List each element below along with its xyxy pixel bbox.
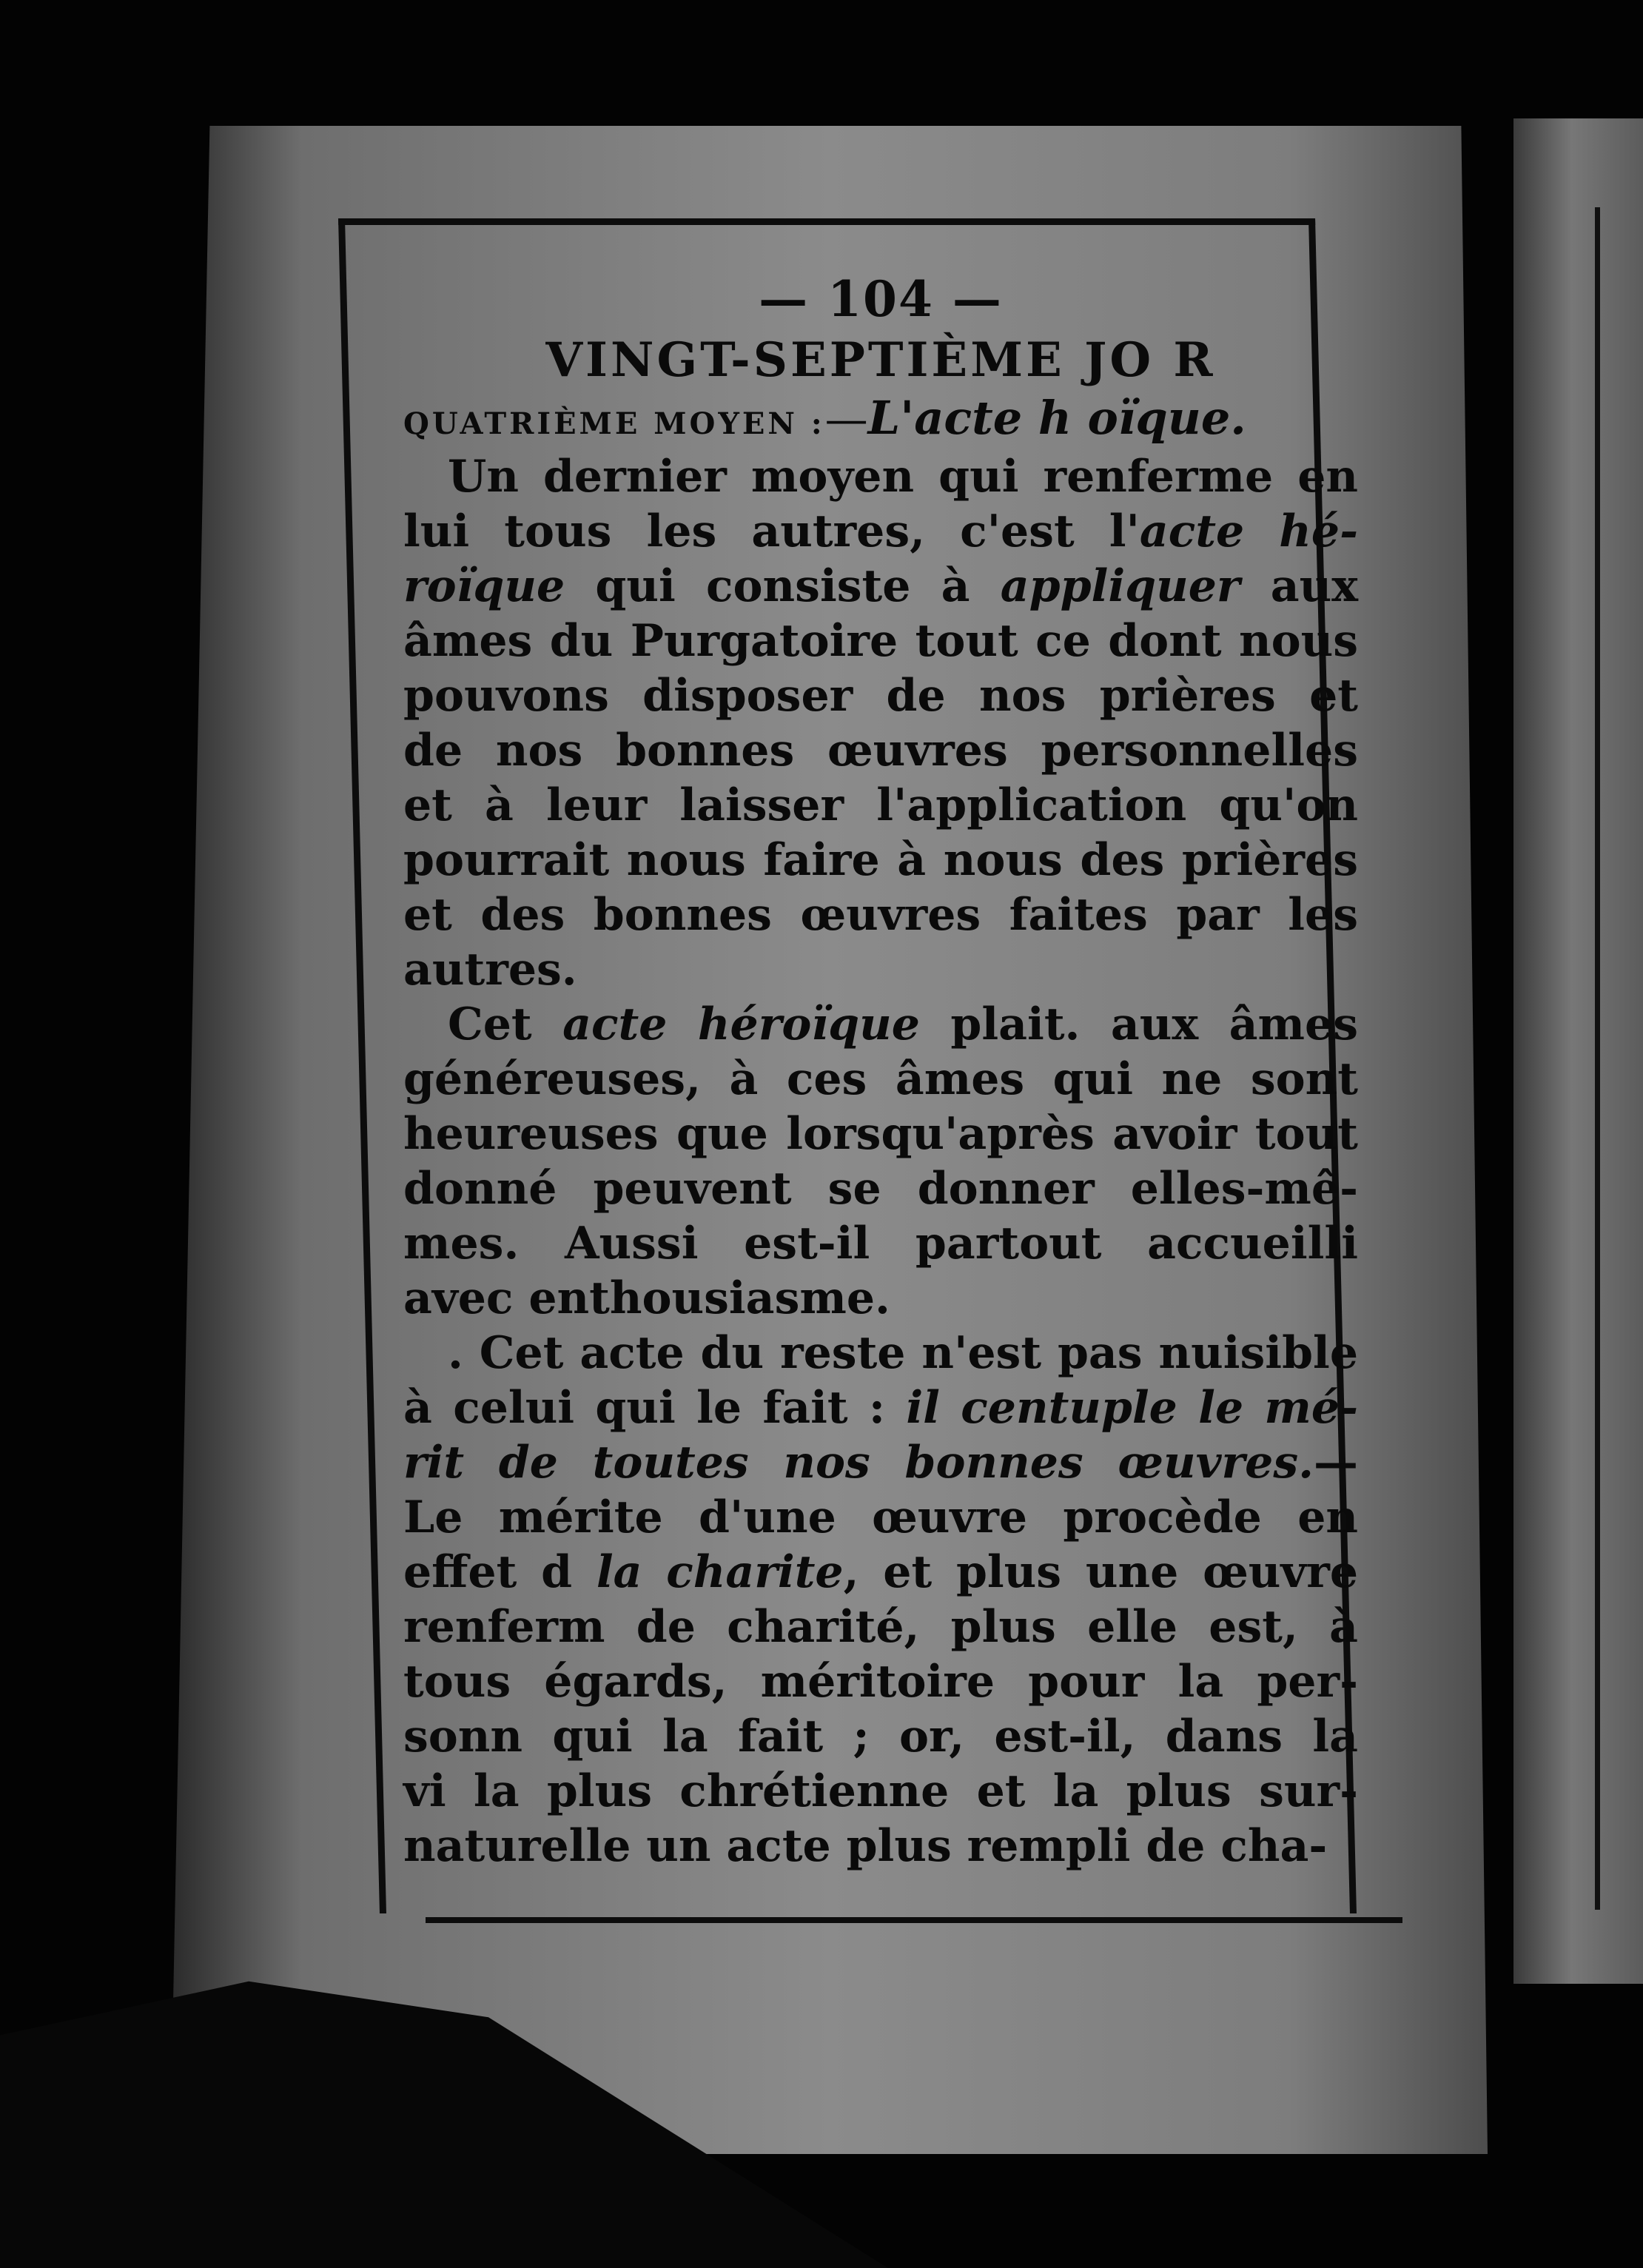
text-run: aux bbox=[1240, 560, 1358, 612]
text-run: — bbox=[1314, 1437, 1358, 1489]
body-text bbox=[403, 449, 1358, 1873]
paragraph bbox=[403, 449, 1358, 997]
text-run: pourrait nous faire à nous des prières bbox=[403, 834, 1358, 886]
heading-dash: — bbox=[824, 394, 868, 444]
heading-label: QUATRIÈME MOYEN : bbox=[403, 406, 825, 441]
section-heading bbox=[403, 391, 1358, 445]
text-line bbox=[403, 504, 1358, 559]
italic-text: la charite bbox=[596, 1546, 844, 1598]
text-line bbox=[403, 997, 1358, 1052]
italic-text: roïque bbox=[403, 560, 565, 612]
text-line bbox=[403, 1052, 1358, 1107]
text-run: Le mérite d'une œuvre procède en bbox=[403, 1492, 1358, 1543]
text-line bbox=[403, 449, 1358, 504]
text-line bbox=[403, 1326, 1358, 1380]
italic-text: appliquer bbox=[1000, 560, 1240, 612]
text-run: autres. bbox=[403, 944, 577, 996]
text-line bbox=[403, 1216, 1358, 1271]
text-line bbox=[403, 1654, 1358, 1709]
text-run: naturelle un acte plus rempli de cha- bbox=[403, 1820, 1328, 1872]
text-line bbox=[403, 1271, 1358, 1326]
text-line bbox=[403, 888, 1358, 942]
text-run: , et plus une œuvre bbox=[843, 1546, 1359, 1598]
text-run: généreuses, à ces âmes qui ne sont bbox=[403, 1053, 1358, 1105]
text-line bbox=[403, 1819, 1358, 1873]
text-line bbox=[403, 833, 1358, 888]
page-number: — 104 — bbox=[759, 270, 1003, 328]
text-run: et des bonnes œuvres faites par les bbox=[403, 889, 1358, 941]
text-line bbox=[403, 778, 1358, 833]
text-line bbox=[403, 1545, 1358, 1600]
page-text-block bbox=[403, 270, 1358, 1873]
text-run: effet d bbox=[403, 1546, 597, 1598]
bottom-rule bbox=[426, 1917, 1402, 1923]
text-line bbox=[403, 1435, 1358, 1490]
text-run: âmes du Purgatoire tout ce dont nous bbox=[403, 615, 1358, 667]
italic-text: il centuple le mé- bbox=[906, 1382, 1358, 1434]
text-run: qui consiste à bbox=[565, 560, 1001, 612]
text-line bbox=[403, 723, 1358, 778]
italic-text: acte hé- bbox=[1139, 506, 1359, 557]
text-line bbox=[403, 668, 1358, 723]
text-line bbox=[403, 1709, 1358, 1764]
text-run: à celui qui le fait : bbox=[403, 1382, 907, 1434]
text-line bbox=[403, 942, 1358, 997]
text-run: sonn qui la fait ; or, est-il, dans la bbox=[403, 1711, 1358, 1762]
text-line bbox=[403, 1380, 1358, 1435]
text-run: Cet bbox=[448, 999, 563, 1050]
text-run: plait. aux âmes bbox=[919, 999, 1358, 1050]
text-run: donné peuvent se donner elles-mê- bbox=[403, 1163, 1358, 1215]
paragraph bbox=[403, 1326, 1358, 1873]
text-run: vi la plus chrétienne et la plus sur- bbox=[403, 1765, 1358, 1817]
italic-text: acte héroïque bbox=[562, 999, 920, 1050]
text-line bbox=[403, 614, 1358, 668]
text-line bbox=[403, 559, 1358, 614]
text-line bbox=[403, 1490, 1358, 1545]
text-run: de nos bonnes œuvres personnelles bbox=[403, 725, 1358, 776]
heading-title: L'acte h oïque. bbox=[867, 391, 1246, 445]
text-line bbox=[403, 1764, 1358, 1819]
paragraph bbox=[403, 997, 1358, 1326]
adjacent-page-edge bbox=[1513, 118, 1643, 1984]
text-line bbox=[403, 1161, 1358, 1216]
italic-text: rit de toutes nos bonnes œuvres. bbox=[403, 1437, 1314, 1489]
text-run: Un dernier moyen qui renferme en bbox=[448, 451, 1358, 503]
text-run: mes. Aussi est-il partout accueilli bbox=[403, 1218, 1358, 1269]
text-line bbox=[403, 1600, 1358, 1654]
text-run: heureuses que lorsqu'après avoir tout bbox=[403, 1108, 1358, 1160]
text-run: renferm de charité, plus elle est, à bbox=[403, 1601, 1358, 1653]
text-line bbox=[403, 1107, 1358, 1161]
text-run: tous égards, méritoire pour la per- bbox=[403, 1656, 1358, 1708]
text-run: lui tous les autres, c'est l' bbox=[403, 506, 1140, 557]
text-run: . Cet acte du reste n'est pas nuisible bbox=[448, 1327, 1358, 1379]
text-run: et à leur laisser l'application qu'on bbox=[403, 779, 1358, 831]
adjacent-page-frame-fragment bbox=[1595, 207, 1643, 1910]
day-title: VINGT-SEPTIÈME JO R bbox=[545, 332, 1216, 388]
text-run: pouvons disposer de nos prières et bbox=[403, 670, 1358, 722]
text-run: avec enthousiasme. bbox=[403, 1272, 890, 1324]
